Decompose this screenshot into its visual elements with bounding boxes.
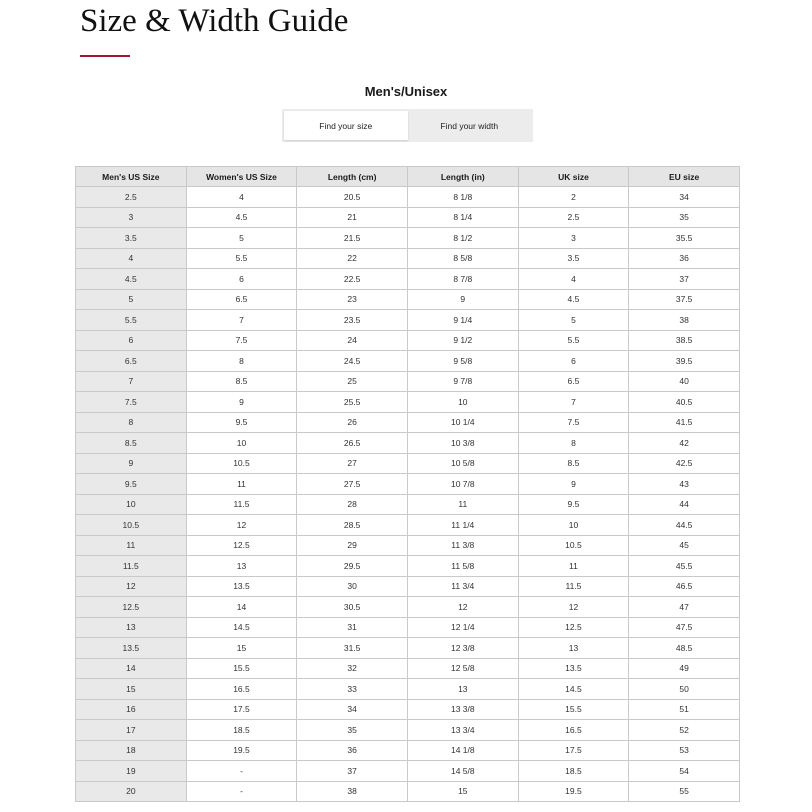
cell-mens-us-size: 12.5 [76,597,187,618]
cell-mens-us-size: 20 [76,781,187,802]
cell-uk-size: 7.5 [518,412,629,433]
table-body [76,187,740,802]
cell-mens-us-size: 5 [76,289,187,310]
cell-length-cm: 27 [297,453,408,474]
cell-mens-us-size: 18 [76,740,187,761]
cell-length-in: 11 [407,494,518,515]
cell-womens-us-size: 18.5 [186,720,297,741]
cell-length-in: 8 1/4 [407,207,518,228]
cell-mens-us-size: 3 [76,207,187,228]
cell-length-cm: 26.5 [297,433,408,454]
cell-uk-size: 9 [518,474,629,495]
table-row [76,576,740,597]
cell-eu-size: 37.5 [629,289,740,310]
cell-uk-size: 10.5 [518,535,629,556]
table-row [76,699,740,720]
cell-length-in: 9 1/2 [407,330,518,351]
cell-uk-size: 13 [518,638,629,659]
cell-length-in: 12 1/4 [407,617,518,638]
table-header-row [76,167,740,187]
table-row [76,412,740,433]
cell-womens-us-size: 19.5 [186,740,297,761]
cell-length-cm: 30.5 [297,597,408,618]
cell-eu-size: 51 [629,699,740,720]
cell-womens-us-size: 13.5 [186,576,297,597]
cell-uk-size: 2.5 [518,207,629,228]
cell-eu-size: 35 [629,207,740,228]
table-row [76,556,740,577]
cell-uk-size: 13.5 [518,658,629,679]
cell-uk-size: 17.5 [518,740,629,761]
cell-length-cm: 28.5 [297,515,408,536]
table-row [76,474,740,495]
cell-eu-size: 46.5 [629,576,740,597]
cell-uk-size: 10 [518,515,629,536]
cell-mens-us-size: 2.5 [76,187,187,208]
cell-mens-us-size: 13.5 [76,638,187,659]
cell-womens-us-size: 5.5 [186,248,297,269]
cell-womens-us-size: 9.5 [186,412,297,433]
table-row [76,638,740,659]
cell-length-in: 8 1/8 [407,187,518,208]
cell-uk-size: 3 [518,228,629,249]
cell-womens-us-size: - [186,781,297,802]
cell-length-cm: 31.5 [297,638,408,659]
cell-eu-size: 34 [629,187,740,208]
cell-length-in: 10 5/8 [407,453,518,474]
cell-length-in: 12 5/8 [407,658,518,679]
cell-length-in: 13 [407,679,518,700]
cell-length-cm: 20.5 [297,187,408,208]
cell-uk-size: 7 [518,392,629,413]
cell-mens-us-size: 7 [76,371,187,392]
cell-length-cm: 24 [297,330,408,351]
cell-eu-size: 37 [629,269,740,290]
cell-womens-us-size: 11 [186,474,297,495]
cell-length-in: 13 3/8 [407,699,518,720]
table-row [76,187,740,208]
cell-uk-size: 4 [518,269,629,290]
cell-mens-us-size: 7.5 [76,392,187,413]
header-length-in: Length (in) [407,167,518,187]
cell-womens-us-size: 14.5 [186,617,297,638]
cell-eu-size: 40 [629,371,740,392]
cell-womens-us-size: 12.5 [186,535,297,556]
cell-mens-us-size: 4.5 [76,269,187,290]
cell-length-in: 12 [407,597,518,618]
cell-length-cm: 38 [297,781,408,802]
cell-length-in: 15 [407,781,518,802]
cell-womens-us-size: 7.5 [186,330,297,351]
cell-uk-size: 14.5 [518,679,629,700]
cell-eu-size: 41.5 [629,412,740,433]
cell-length-in: 11 3/8 [407,535,518,556]
cell-mens-us-size: 10 [76,494,187,515]
cell-womens-us-size: 6.5 [186,289,297,310]
title-underline [80,55,130,57]
table-row [76,679,740,700]
cell-length-cm: 24.5 [297,351,408,372]
cell-length-cm: 25.5 [297,392,408,413]
cell-eu-size: 47.5 [629,617,740,638]
table-row [76,392,740,413]
cell-uk-size: 8.5 [518,453,629,474]
cell-womens-us-size: 14 [186,597,297,618]
cell-eu-size: 36 [629,248,740,269]
cell-eu-size: 53 [629,740,740,761]
cell-womens-us-size: 10 [186,433,297,454]
cell-length-cm: 33 [297,679,408,700]
cell-eu-size: 45 [629,535,740,556]
cell-length-in: 10 1/4 [407,412,518,433]
cell-length-in: 8 1/2 [407,228,518,249]
cell-length-cm: 25 [297,371,408,392]
cell-length-cm: 30 [297,576,408,597]
cell-length-cm: 26 [297,412,408,433]
cell-mens-us-size: 13 [76,617,187,638]
cell-length-in: 10 [407,392,518,413]
cell-mens-us-size: 4 [76,248,187,269]
cell-eu-size: 50 [629,679,740,700]
cell-mens-us-size: 17 [76,720,187,741]
cell-mens-us-size: 14 [76,658,187,679]
table-row [76,289,740,310]
page-title: Size & Width Guide [80,3,349,39]
cell-uk-size: 8 [518,433,629,454]
cell-length-cm: 36 [297,740,408,761]
cell-womens-us-size: 5 [186,228,297,249]
table-row [76,494,740,515]
table-row [76,740,740,761]
cell-mens-us-size: 12 [76,576,187,597]
cell-length-cm: 22 [297,248,408,269]
cell-uk-size: 9.5 [518,494,629,515]
cell-eu-size: 47 [629,597,740,618]
cell-mens-us-size: 6 [76,330,187,351]
cell-length-cm: 22.5 [297,269,408,290]
cell-uk-size: 6 [518,351,629,372]
table-row [76,720,740,741]
cell-eu-size: 38 [629,310,740,331]
cell-uk-size: 5.5 [518,330,629,351]
cell-mens-us-size: 11 [76,535,187,556]
size-width-tabs [282,109,533,142]
cell-length-in: 14 1/8 [407,740,518,761]
table-row [76,781,740,802]
cell-eu-size: 49 [629,658,740,679]
cell-eu-size: 43 [629,474,740,495]
table-row [76,433,740,454]
header-womens-us-size: Women's US Size [186,167,297,187]
cell-womens-us-size: 8 [186,351,297,372]
cell-mens-us-size: 3.5 [76,228,187,249]
cell-eu-size: 45.5 [629,556,740,577]
cell-mens-us-size: 8 [76,412,187,433]
cell-mens-us-size: 15 [76,679,187,700]
cell-length-cm: 23 [297,289,408,310]
header-uk-size: UK size [518,167,629,187]
cell-length-in: 9 1/4 [407,310,518,331]
cell-mens-us-size: 8.5 [76,433,187,454]
cell-womens-us-size: 11.5 [186,494,297,515]
cell-eu-size: 38.5 [629,330,740,351]
table-row [76,248,740,269]
cell-uk-size: 12 [518,597,629,618]
cell-uk-size: 19.5 [518,781,629,802]
header-length-cm: Length (cm) [297,167,408,187]
cell-uk-size: 12.5 [518,617,629,638]
table-row [76,515,740,536]
cell-womens-us-size: 15 [186,638,297,659]
cell-length-cm: 35 [297,720,408,741]
cell-uk-size: 4.5 [518,289,629,310]
cell-eu-size: 44.5 [629,515,740,536]
cell-length-in: 12 3/8 [407,638,518,659]
table-row [76,330,740,351]
cell-length-in: 10 3/8 [407,433,518,454]
cell-uk-size: 3.5 [518,248,629,269]
cell-womens-us-size: 6 [186,269,297,290]
cell-mens-us-size: 9 [76,453,187,474]
tab-find-your-size[interactable]: Find your size [284,111,408,140]
cell-uk-size: 2 [518,187,629,208]
cell-uk-size: 11 [518,556,629,577]
table-row [76,761,740,782]
cell-length-cm: 31 [297,617,408,638]
cell-length-in: 10 7/8 [407,474,518,495]
cell-length-in: 8 7/8 [407,269,518,290]
cell-uk-size: 5 [518,310,629,331]
table-row [76,535,740,556]
cell-eu-size: 40.5 [629,392,740,413]
cell-length-in: 14 5/8 [407,761,518,782]
cell-eu-size: 52 [629,720,740,741]
cell-length-cm: 34 [297,699,408,720]
cell-length-cm: 21 [297,207,408,228]
cell-eu-size: 35.5 [629,228,740,249]
table-row [76,658,740,679]
table-row [76,371,740,392]
cell-length-cm: 27.5 [297,474,408,495]
cell-length-in: 9 5/8 [407,351,518,372]
cell-womens-us-size: 13 [186,556,297,577]
cell-eu-size: 48.5 [629,638,740,659]
cell-womens-us-size: 16.5 [186,679,297,700]
cell-length-in: 11 5/8 [407,556,518,577]
cell-eu-size: 42 [629,433,740,454]
cell-length-cm: 21.5 [297,228,408,249]
cell-eu-size: 54 [629,761,740,782]
table-row [76,617,740,638]
cell-mens-us-size: 6.5 [76,351,187,372]
table-row [76,310,740,331]
table-row [76,597,740,618]
table-row [76,453,740,474]
cell-womens-us-size: 17.5 [186,699,297,720]
cell-length-in: 9 7/8 [407,371,518,392]
section-heading: Men's/Unisex [364,84,448,99]
cell-length-in: 11 1/4 [407,515,518,536]
cell-length-in: 11 3/4 [407,576,518,597]
table-row [76,351,740,372]
cell-length-cm: 32 [297,658,408,679]
cell-womens-us-size: 15.5 [186,658,297,679]
cell-womens-us-size: 4 [186,187,297,208]
tab-find-your-width[interactable]: Find your width [440,120,499,131]
cell-uk-size: 15.5 [518,699,629,720]
cell-uk-size: 6.5 [518,371,629,392]
cell-womens-us-size: 7 [186,310,297,331]
header-eu-size: EU size [629,167,740,187]
cell-mens-us-size: 5.5 [76,310,187,331]
cell-mens-us-size: 19 [76,761,187,782]
cell-uk-size: 11.5 [518,576,629,597]
cell-eu-size: 44 [629,494,740,515]
cell-mens-us-size: 11.5 [76,556,187,577]
size-chart-table [75,166,740,802]
cell-womens-us-size: - [186,761,297,782]
table-row [76,207,740,228]
cell-length-cm: 37 [297,761,408,782]
cell-womens-us-size: 9 [186,392,297,413]
cell-length-cm: 29.5 [297,556,408,577]
cell-mens-us-size: 9.5 [76,474,187,495]
cell-uk-size: 16.5 [518,720,629,741]
cell-eu-size: 42.5 [629,453,740,474]
cell-eu-size: 39.5 [629,351,740,372]
cell-length-in: 9 [407,289,518,310]
cell-length-cm: 29 [297,535,408,556]
cell-womens-us-size: 8.5 [186,371,297,392]
cell-womens-us-size: 10.5 [186,453,297,474]
cell-eu-size: 55 [629,781,740,802]
table-row [76,269,740,290]
cell-mens-us-size: 16 [76,699,187,720]
cell-length-in: 8 5/8 [407,248,518,269]
cell-length-in: 13 3/4 [407,720,518,741]
cell-mens-us-size: 10.5 [76,515,187,536]
cell-uk-size: 18.5 [518,761,629,782]
cell-length-cm: 28 [297,494,408,515]
cell-womens-us-size: 4.5 [186,207,297,228]
cell-womens-us-size: 12 [186,515,297,536]
table-row [76,228,740,249]
header-mens-us-size: Men's US Size [76,167,187,187]
cell-length-cm: 23.5 [297,310,408,331]
